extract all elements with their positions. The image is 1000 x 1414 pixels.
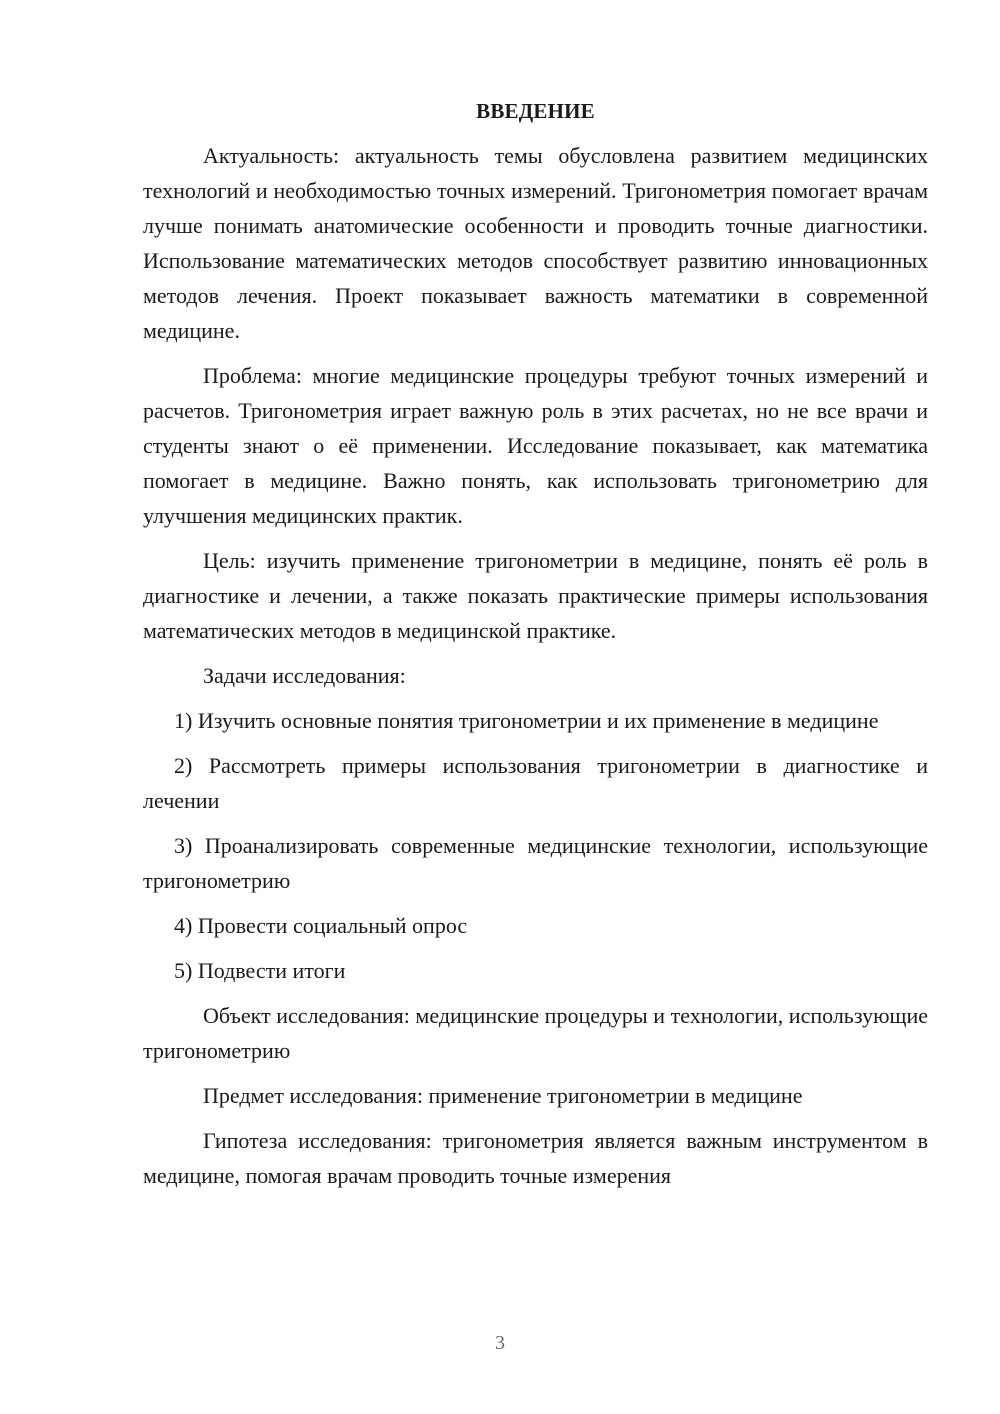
task-item-3: 3) Проанализировать современные медицинские технологии, использующие тригонометрию [143, 833, 928, 893]
paragraph-goal: Цель: изучить применение тригонометрии в медицине, понять её роль в диагностике и лечении, а также показать практические примеры использования математических методов в медицинской практике. [143, 548, 928, 643]
task-item-4: 4) Провести социальный опрос [174, 913, 468, 938]
paragraph-subject: Предмет исследования: применение тригонометрии в медицине [203, 1083, 803, 1108]
paragraph-hypothesis: Гипотеза исследования: тригонометрия является важным инструментом в медицине, помогая врачам проводить точные измерения [143, 1128, 928, 1188]
tasks-heading: Задачи исследования: [203, 663, 406, 688]
task-item-2: 2) Рассмотреть примеры использования тригонометрии в диагностике и лечении [143, 753, 928, 813]
paragraph-problem: Проблема: многие медицинские процедуры требуют точных измерений и расчетов. Тригонометрия играет важную роль в этих расчетах, но не все врачи и студенты знают о её применении. Исследование показывает, как математика помогает в медицине. Важно понять, как использовать тригонометрию для улучшения медицинских практик. [143, 363, 928, 528]
paragraph-object: Объект исследования: медицинские процедуры и технологии, использующие тригонометрию [143, 1003, 928, 1063]
paragraph-relevance: Актуальность: актуальность темы обусловлена развитием медицинских технологий и необходимостью точных измерений. Тригонометрия помогает врачам лучше понимать анатомические особенности и проводить точные диагностики. Использование математических методов способствует развитию инновационных методов лечения. Проект показывает важность математики в современной медицине. [143, 143, 928, 343]
page-number: 3 [495, 1332, 505, 1354]
task-item-1: 1) Изучить основные понятия тригонометрии и их применение в медицине [174, 708, 879, 733]
page-content [143, 96, 928, 1203]
task-item-5: 5) Подвести итоги [174, 958, 346, 983]
section-title: ВВЕДЕНИЕ [476, 99, 595, 123]
